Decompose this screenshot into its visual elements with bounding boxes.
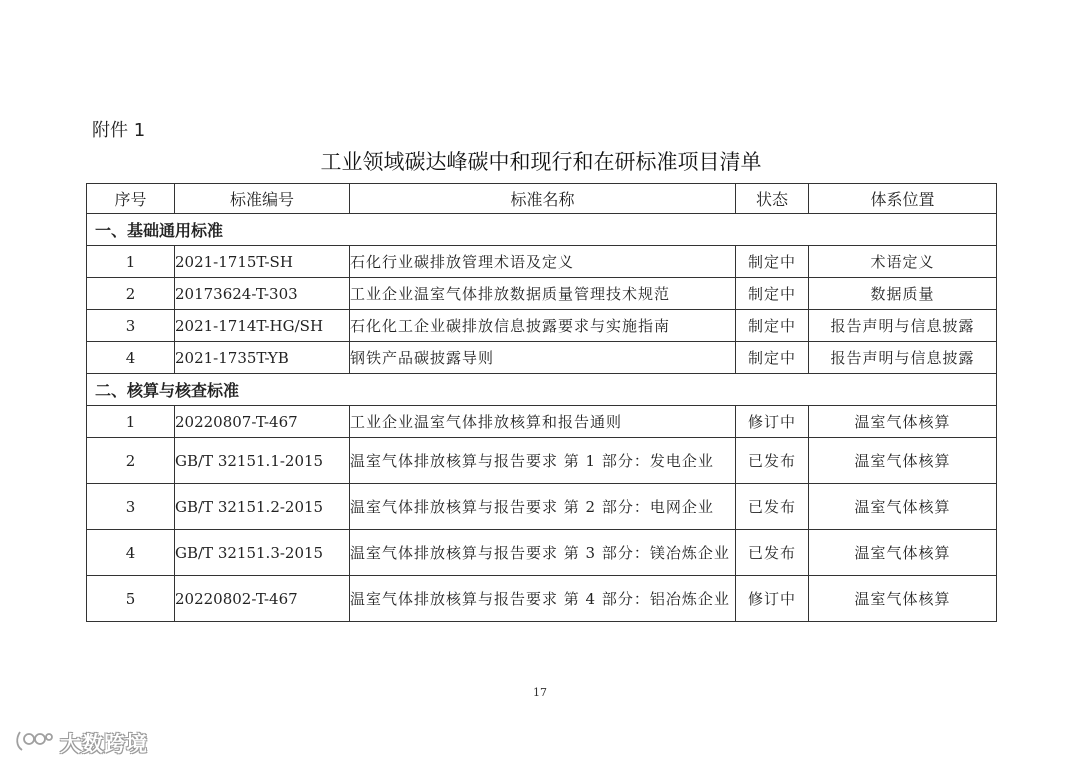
row-no: 5: [87, 576, 175, 622]
row-no: 3: [87, 310, 175, 342]
row-name: 温室气体排放核算与报告要求 第 1 部分：发电企业: [350, 438, 736, 484]
section-heading: 二、核算与核查标准: [87, 374, 997, 406]
row-position: 数据质量: [809, 278, 997, 310]
table-row: [87, 438, 997, 484]
row-no: 2: [87, 438, 175, 484]
section-row: [87, 374, 997, 406]
row-status: 已发布: [736, 530, 809, 576]
col-header-code: 标准编号: [175, 184, 350, 214]
col-header-name: 标准名称: [350, 184, 736, 214]
row-name: 温室气体排放核算与报告要求 第 4 部分：铝冶炼企业: [350, 576, 736, 622]
row-name: 石化行业碳排放管理术语及定义: [350, 246, 736, 278]
row-position: 温室气体核算: [809, 530, 997, 576]
row-status: 制定中: [736, 342, 809, 374]
row-position: 术语定义: [809, 246, 997, 278]
table-row: [87, 576, 997, 622]
row-status: 修订中: [736, 576, 809, 622]
row-no: 1: [87, 246, 175, 278]
row-status: 已发布: [736, 484, 809, 530]
table-row: [87, 310, 997, 342]
row-no: 4: [87, 342, 175, 374]
section-heading: 一、基础通用标准: [87, 214, 997, 246]
row-status: 制定中: [736, 310, 809, 342]
row-status: 修订中: [736, 406, 809, 438]
table-row: [87, 246, 997, 278]
row-code: 2021-1735T-YB: [175, 342, 350, 374]
row-no: 1: [87, 406, 175, 438]
row-code: GB/T 32151.1-2015: [175, 438, 350, 484]
row-name: 温室气体排放核算与报告要求 第 2 部分：电网企业: [350, 484, 736, 530]
document-title: 工业领域碳达峰碳中和现行和在研标准项目清单: [320, 150, 762, 174]
col-header-position: 体系位置: [809, 184, 997, 214]
table-row: [87, 278, 997, 310]
row-code: 2021-1714T-HG/SH: [175, 310, 350, 342]
col-header-no: 序号: [87, 184, 175, 214]
table-row: [87, 484, 997, 530]
table-row: [87, 530, 997, 576]
row-position: 温室气体核算: [809, 438, 997, 484]
watermark: [14, 728, 148, 758]
row-name: 工业企业温室气体排放核算和报告通则: [350, 406, 736, 438]
row-name: 工业企业温室气体排放数据质量管理技术规范: [350, 278, 736, 310]
row-code: 20220807-T-467: [175, 406, 350, 438]
row-position: 报告声明与信息披露: [809, 310, 997, 342]
watermark-text: 大数跨境: [60, 732, 148, 756]
row-position: 温室气体核算: [809, 406, 997, 438]
row-no: 2: [87, 278, 175, 310]
row-name: 钢铁产品碳披露导则: [350, 342, 736, 374]
row-code: 20173624-T-303: [175, 278, 350, 310]
row-position: 报告声明与信息披露: [809, 342, 997, 374]
row-code: 2021-1715T-SH: [175, 246, 350, 278]
table-row: [87, 342, 997, 374]
row-name: 石化化工企业碳排放信息披露要求与实施指南: [350, 310, 736, 342]
table-row: [87, 406, 997, 438]
row-no: 3: [87, 484, 175, 530]
col-header-status: 状态: [736, 184, 809, 214]
standards-table: [86, 183, 997, 622]
row-position: 温室气体核算: [809, 576, 997, 622]
row-position: 温室气体核算: [809, 484, 997, 530]
row-code: 20220802-T-467: [175, 576, 350, 622]
attachment-label: 附件 1: [92, 120, 146, 141]
row-code: GB/T 32151.3-2015: [175, 530, 350, 576]
table-header-row: [87, 184, 997, 214]
brand-logo-icon: [14, 728, 54, 758]
row-no: 4: [87, 530, 175, 576]
page-number: 17: [533, 686, 547, 699]
section-row: [87, 214, 997, 246]
row-status: 制定中: [736, 278, 809, 310]
row-code: GB/T 32151.2-2015: [175, 484, 350, 530]
row-status: 制定中: [736, 246, 809, 278]
row-status: 已发布: [736, 438, 809, 484]
row-name: 温室气体排放核算与报告要求 第 3 部分：镁冶炼企业: [350, 530, 736, 576]
